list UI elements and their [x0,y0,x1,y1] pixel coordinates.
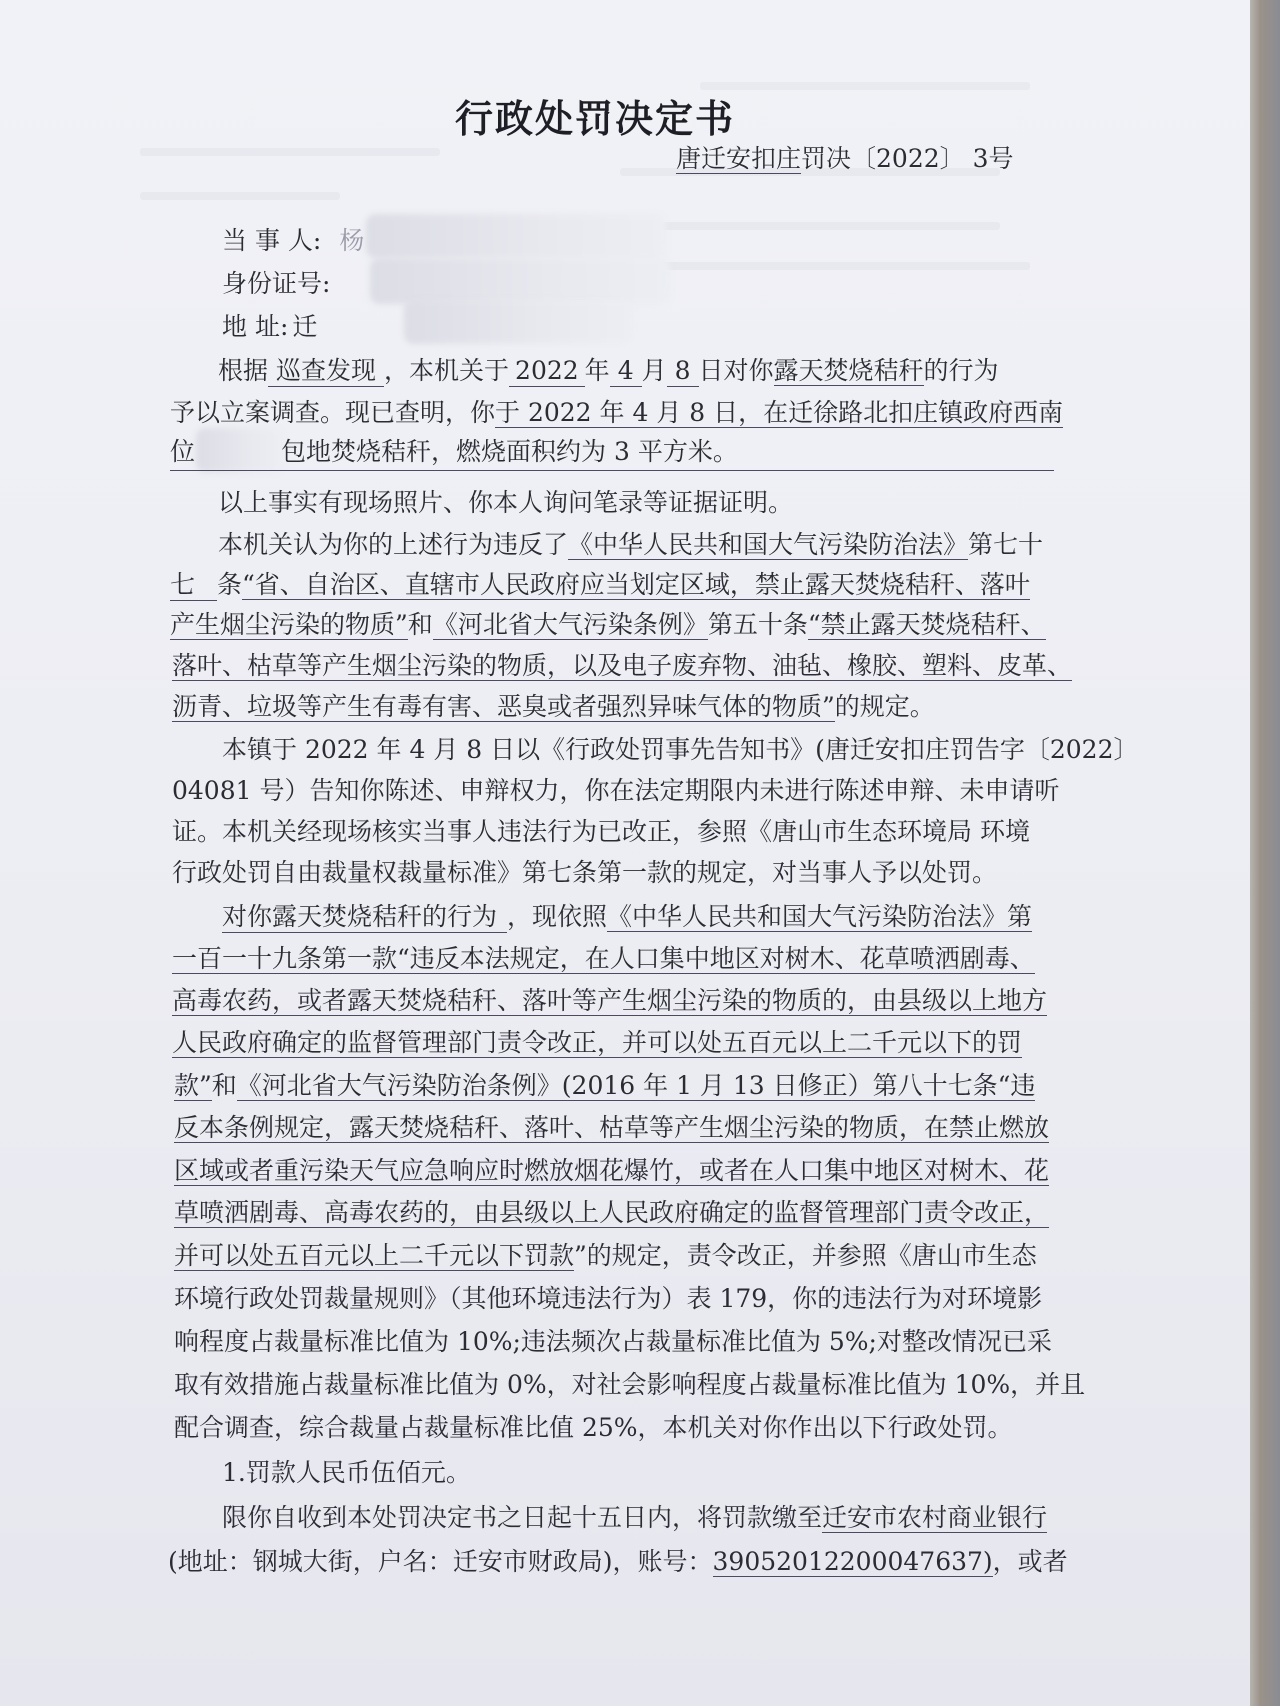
underlined-bank: 迁安市农村商业银行 [822,1503,1048,1532]
underlined-year: 2022 [509,356,585,387]
underline-fact-line [170,470,1054,471]
line-16 [172,986,1047,1016]
text: 的规定。 [834,692,935,721]
underlined-quote: 产生烟尘污染的物质” [170,610,408,639]
bleed-through [660,222,1000,230]
underlined-quote: 草喷洒剧毒、高毒农药的，由县级以上人民政府确定的监督管理部门责令改正， [174,1198,1050,1227]
party-name-partial: 杨 [339,226,365,255]
line-20 [174,1156,1049,1186]
text: 第七十 [968,530,1044,559]
underlined-quote: “省、自治区、直辖市人民政府应当划定区域，禁止露天焚烧秸秆、落叶 [242,570,1030,599]
text: 包地焚烧秸秆，燃烧面积约为 3 平方米。 [281,437,738,466]
line-25: 取有效措施占裁量标准比值为 0%，对社会影响程度占裁量标准比值为 10%，并且 [174,1370,1086,1399]
line-23: 环境行政处罚裁量规则》（其他环境违法行为）表 179，你的违法行为对环境影 [174,1284,1043,1313]
text: (地址：钢城大街，户名：迁安市财政局)，账号： [168,1547,713,1576]
bleed-through [140,148,440,156]
line-29 [168,1547,1068,1577]
line-28 [222,1503,1047,1533]
underlined-quote: 区域或者重污染天气应急响应时燃放烟花爆竹，或者在人口集中地区对树木、花 [174,1156,1050,1185]
line-11: 04081 号）告知你陈述、申辩权力，你在法定期限内未进行陈述申辩、未申请听 [172,776,1060,805]
text: 予以立案调查。现已查明，你 [170,398,496,427]
underlined-law: 《中华人民共和国大气污染防治法》第 [607,902,1033,931]
document-title: 行政处罚决定书 [455,96,736,141]
underlined-quote: 反本条例规定，露天焚烧秸秆、落叶、枯草等产生烟尘污染的物质，在禁止燃放 [174,1113,1050,1142]
underlined-quote: 落叶、枯草等产生烟尘污染的物质，以及电子废弃物、油毡、橡胶、塑料、皮革、 [172,651,1073,680]
line-3 [170,437,738,467]
bleed-through [140,192,340,200]
underlined-quote: 高毒农药，或者露天焚烧秸秆、落叶等产生烟尘污染的物质的，由县级以上地方 [172,986,1048,1015]
line-22 [174,1241,1037,1271]
line-5 [218,530,1043,560]
underlined-account: 39052012200047637) [712,1547,993,1576]
line-9 [172,692,935,722]
underlined-violation: 露天焚烧秸秆 [773,356,924,385]
line-12: 证。本机关经现场核实当事人违法行为已改正，参照《唐山市生态环境局 环境 [172,817,1030,846]
underlined-source: 巡查发现 [268,356,384,387]
underlined-month: 4 [610,356,642,387]
text: 本机关认为你的上述行为违反了 [218,530,569,559]
party-row [222,226,364,256]
text: 限你自收到本处罚决定书之日起十五日内，将罚款缴至 [222,1503,823,1532]
line-17 [172,1028,1022,1058]
address-label: 地 址: [222,312,289,341]
line-7 [170,610,1046,640]
bleed-through [640,262,1030,270]
bleed-through [700,82,1030,90]
underlined-law: 《中华人民共和国大气污染防治法》 [568,530,969,559]
id-row: 身份证号: [222,269,331,298]
line-2 [170,398,1063,428]
redaction-id-number [370,258,670,304]
line-14 [222,902,1032,933]
text: ”的规定，责令改正，并参照《唐山市生态 [574,1241,1037,1270]
text: ，或者 [992,1547,1068,1576]
text: 和 [407,610,433,639]
line-26: 配合调查，综合裁量占裁量标准比值 25%，本机关对你作出以下行政处罚。 [174,1413,1013,1442]
line-21 [174,1198,1049,1228]
text: ，本机关于 [384,356,510,385]
redaction-address [404,300,634,344]
document-number [676,144,1014,174]
underlined-day: 8 [667,356,699,387]
underlined-fact: 于 2022 年 4 月 8 日，在迁徐路北扣庄镇政府西南 [495,398,1064,427]
line-27: 1.罚款人民币伍佰元。 [222,1458,471,1487]
text: 的行为 [923,356,999,385]
underlined-law: 《河北省大气污染条例》 [432,610,708,639]
line-8 [172,651,1072,681]
underlined-quote: 沥青、垃圾等产生有毒有害、恶臭或者强烈异味气体的物质” [172,692,835,721]
underlined-article: 七 [170,570,217,601]
text: 第五十条 [707,610,808,639]
line-10: 本镇于 2022 年 4 月 8 日以《行政处罚事先告知书》(唐迁安扣庄罚告字〔2022〕 [222,735,1139,764]
text: 年 [584,356,610,385]
address-row [222,312,317,342]
underlined-violation: 对你露天焚烧秸秆的行为 [222,902,507,933]
text: 根据 [218,356,269,385]
underlined-quote: 一百一十九条第一款“违反本法规定，在人口集中地区对树木、花草喷洒剧毒、 [172,944,1035,973]
text: 月 [641,356,667,385]
line-13: 行政处罚自由裁量权裁量标准》第七条第一款的规定，对当事人予以处罚。 [172,858,998,887]
line-18 [174,1071,1035,1101]
text: 日对你 [698,356,774,385]
document-number-city: 唐迁安扣庄 [676,144,802,173]
underlined-law: 《河北省大气污染防治条例》(2016 年 1 月 13 日修正）第八十七条“违 [236,1071,1036,1100]
line-19 [174,1113,1049,1143]
address-partial: 迁 [292,312,318,341]
background-edge [1250,0,1280,1706]
underlined-quote: “禁止露天焚烧秸秆、 [807,610,1046,639]
line-1 [218,356,999,387]
underlined-quote: 人民政府确定的监督管理部门责令改正，并可以处五百元以上二千元以下的罚 [172,1028,1023,1057]
line-15 [172,944,1035,974]
line-6 [170,570,1030,601]
text: ，现依照 [507,902,608,931]
text: 条 [217,570,243,599]
redaction-party-name [366,214,666,258]
underlined-quote: 并可以处五百元以上二千元以下罚款 [174,1241,575,1270]
line-4: 以上事实有现场照片、你本人询问笔录等证据证明。 [218,488,794,517]
line-24: 响程度占裁量标准比值为 10%;违法频次占裁量标准比值为 5%;对整改情况已采 [174,1327,1052,1356]
text: 和 [211,1071,237,1100]
underlined-quote: 款” [174,1071,212,1100]
document-number-rest: 罚决〔2022〕 3号 [801,144,1014,173]
party-label: 当 事 人: [222,226,322,255]
text: 位 [170,437,196,466]
